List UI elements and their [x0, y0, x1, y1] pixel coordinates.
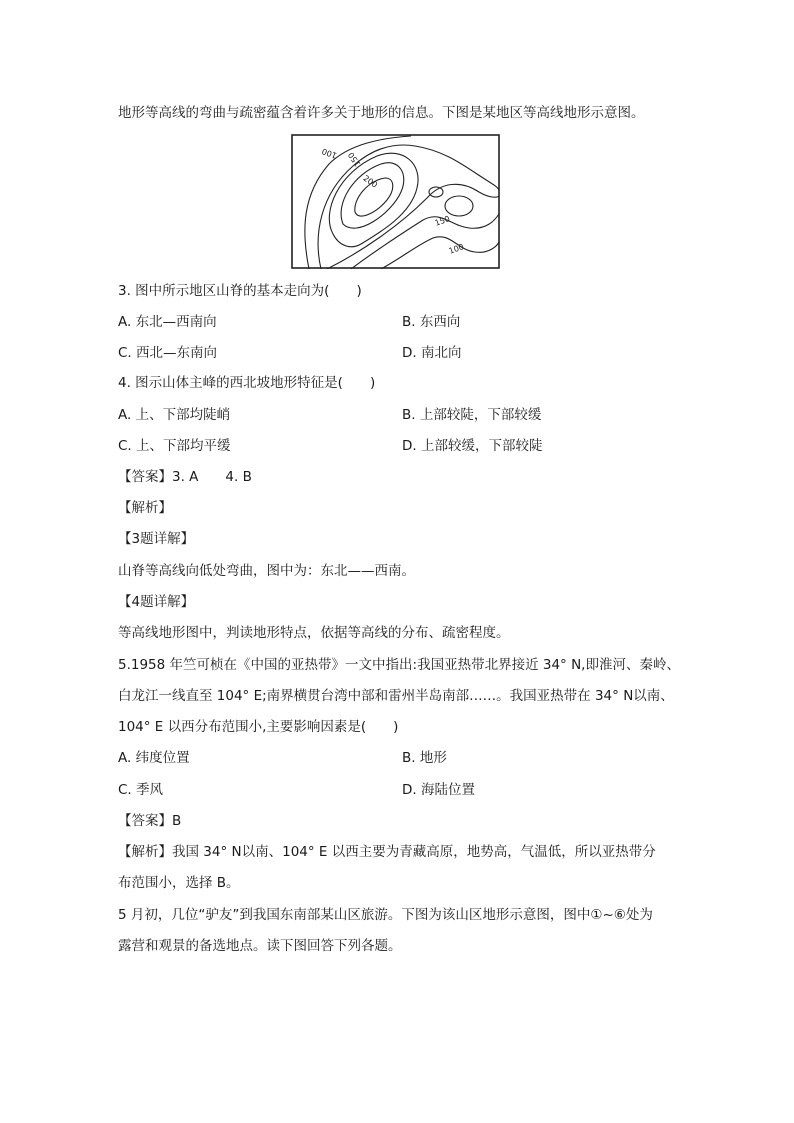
q3-option-b: B. 东西向: [402, 314, 461, 330]
contour-label: 150: [433, 214, 452, 228]
detail-4-text: 等高线地形图中，判读地形特点，依据等高线的分布、疏密程度。: [118, 625, 510, 641]
analysis-5-line2: 布范围小，选择 B。: [118, 875, 240, 891]
q4-stem: 4. 图示山体主峰的西北坡地形特征是( ): [118, 375, 376, 391]
q5-stem-line1: 5.1958 年竺可桢在《中国的亚热带》一文中指出:我国亚热带北界接近 34° N,即淮河、秦岭、: [118, 657, 680, 673]
detail-3-text: 山脊等高线向低处弯曲，图中为：东北——西南。: [118, 563, 415, 579]
detail-3-heading: 【3题详解】: [118, 531, 195, 547]
q4-option-b: B. 上部较陡，下部较缓: [402, 407, 542, 423]
q3-option-d: D. 南北向: [402, 345, 462, 361]
contour-label: 200: [361, 173, 380, 190]
q3-stem: 3. 图中所示地区山脊的基本走向为( ): [118, 283, 362, 299]
q4-option-a: A. 上、下部均陡峭: [118, 407, 231, 423]
q4-option-c: C. 上、下部均平缓: [118, 438, 231, 454]
q4-option-d: D. 上部较缓，下部较陡: [402, 438, 543, 454]
next-passage-line1: 5 月初，几位“驴友”到我国东南部某山区旅游。下图为该山区地形示意图，图中①~⑥处为: [118, 907, 653, 923]
contour-label: 150: [346, 150, 363, 169]
detail-4-heading: 【4题详解】: [118, 594, 195, 610]
contour-map: [291, 134, 500, 269]
next-passage-line2: 露营和观景的备选地点。读下图回答下列各题。: [118, 938, 402, 954]
q5-option-d: D. 海陆位置: [402, 782, 475, 798]
answer-5: 【答案】B: [118, 813, 182, 829]
answer-3-4: 【答案】3. A 4. B: [118, 469, 252, 485]
analysis-5-line1: 【解析】我国 34° N以南、104° E 以西主要为青藏高原，地势高，气温低，所以亚热带分: [118, 844, 656, 860]
contour-label: 100: [320, 146, 339, 161]
contour-label: 100: [447, 242, 466, 256]
q5-stem-line3: 104° E 以西分布范围小,主要影响因素是( ): [118, 719, 399, 735]
q5-option-a: A. 纬度位置: [118, 750, 190, 766]
q5-option-b: B. 地形: [402, 750, 447, 766]
q5-option-c: C. 季风: [118, 782, 164, 798]
intro-text: 地形等高线的弯曲与疏密蕴含着许多关于地形的信息。下图是某地区等高线地形示意图。: [118, 105, 645, 121]
analysis-heading: 【解析】: [118, 500, 172, 516]
q3-option-c: C. 西北—东南向: [118, 345, 218, 361]
q5-stem-line2: 白龙江一线直至 104° E;南界横贯台湾中部和雷州半岛南部……。我国亚热带在 34° N以南、: [118, 688, 674, 704]
q3-option-a: A. 东北—西南向: [118, 314, 217, 330]
